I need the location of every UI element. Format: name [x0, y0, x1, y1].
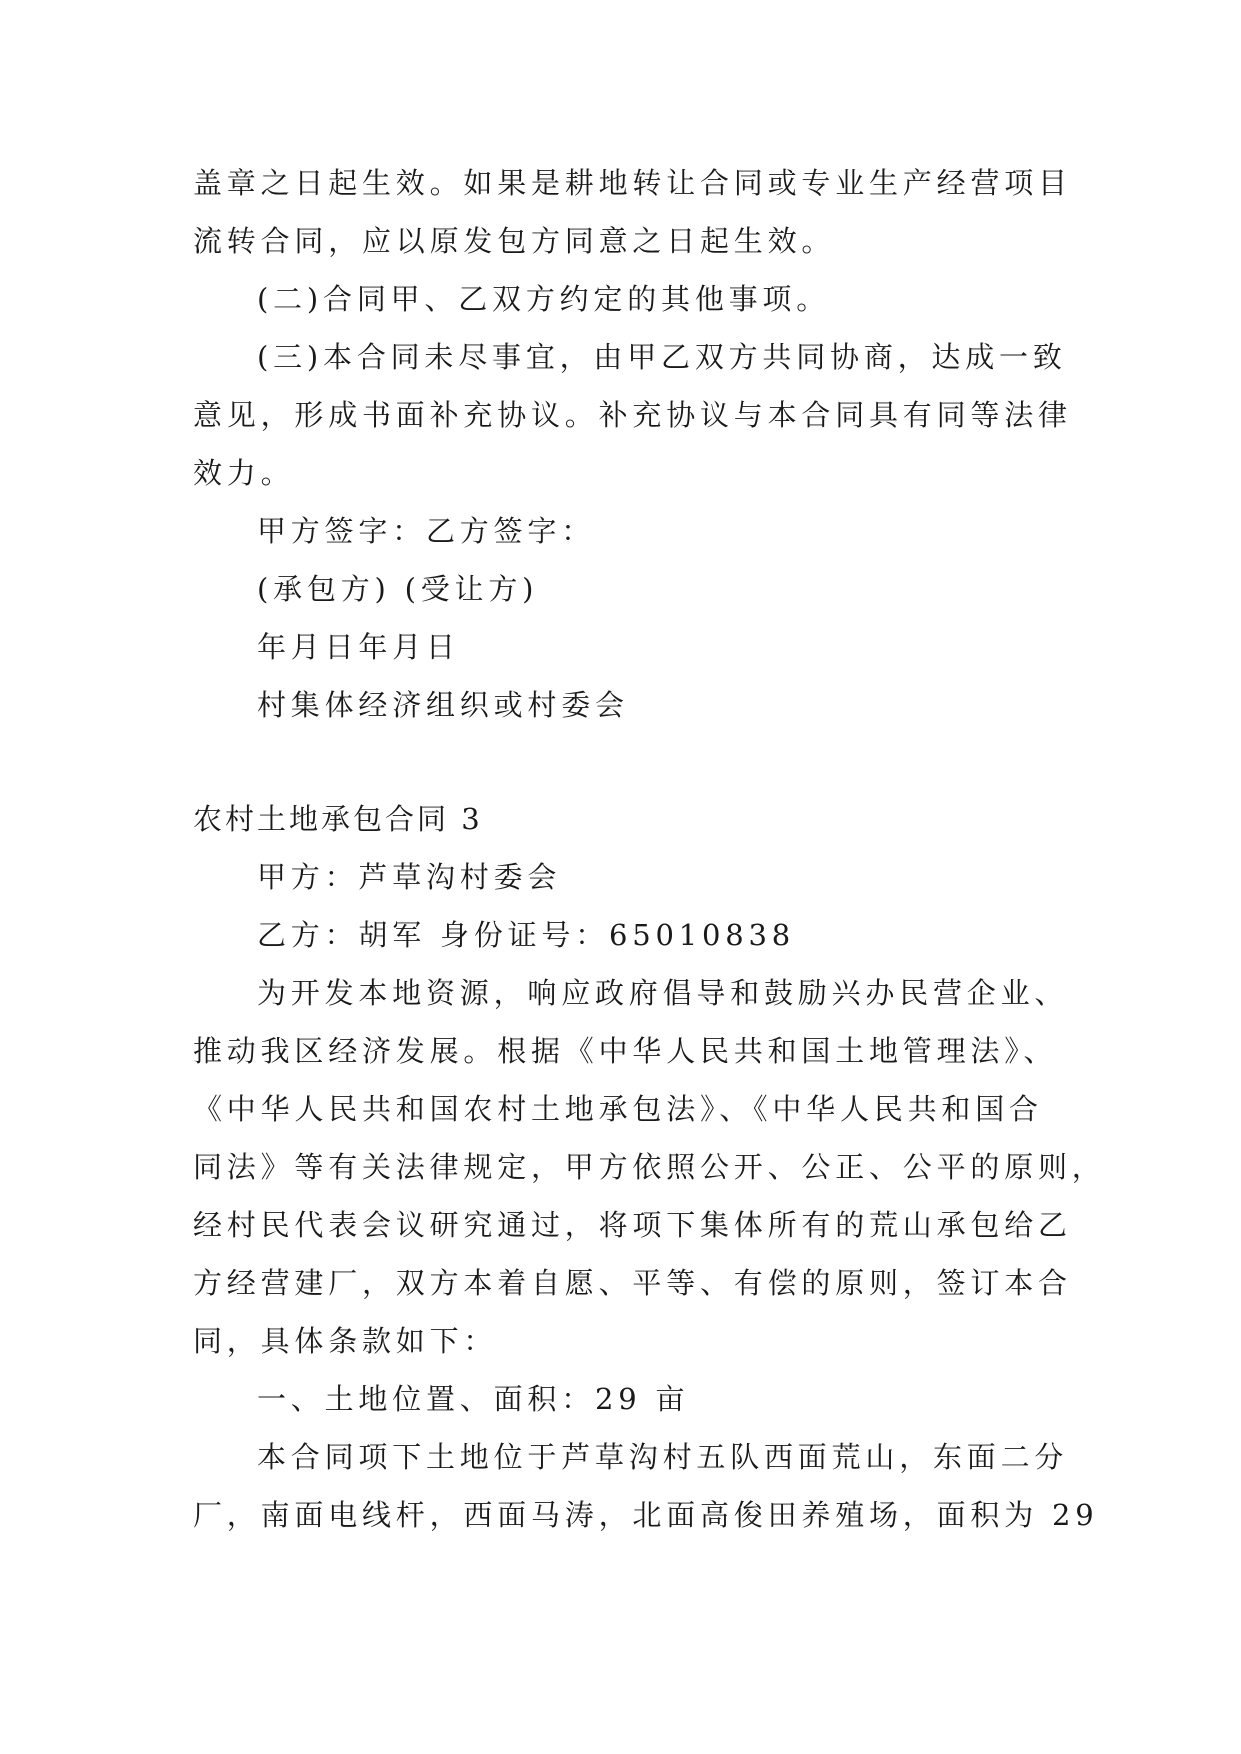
signature-line: 甲方签字：乙方签字： [257, 514, 596, 548]
party-a: 甲方：芦草沟村委会 [257, 860, 562, 894]
document-page [193, 154, 1106, 1544]
signature-roles: (承包方) (受让方) [257, 572, 539, 606]
paragraph-line: 本合同项下土地位于芦草沟村五队西面荒山，东面二分 [257, 1440, 1069, 1474]
paragraph-line: 为开发本地资源，响应政府倡导和鼓励兴办民营企业、 [257, 976, 1069, 1010]
paragraph-line: 效力。 [193, 456, 295, 490]
paragraph-line: 《中华人民共和国农村土地承包法》、《中华人民共和国合 [193, 1092, 1043, 1126]
paragraph-line: 流转合同，应以原发包方同意之日起生效。 [193, 224, 836, 258]
party-b: 乙方：胡军 身份证号：65010838 [257, 918, 796, 952]
clause-1-heading: 一、土地位置、面积：29 亩 [257, 1382, 690, 1416]
paragraph-line: 意见，形成书面补充协议。补充协议与本合同具有同等法律 [193, 398, 1072, 432]
paragraph-line: 盖章之日起生效。如果是耕地转让合同或专业生产经营项目 [193, 166, 1072, 200]
clause-2: (二)合同甲、乙双方约定的其他事项。 [257, 282, 831, 316]
paragraph-line: 方经营建厂，双方本着自愿、平等、有偿的原则，签订本合 [193, 1266, 1072, 1300]
paragraph-line: 厂，南面电线杆，西面马涛，北面高俊田养殖场，面积为 29 [193, 1498, 1099, 1532]
paragraph-line: 经村民代表会议研究通过，将项下集体所有的荒山承包给乙 [193, 1208, 1072, 1242]
clause-3: (三)本合同未尽事宜，由甲乙双方共同协商，达成一致 [257, 340, 1067, 374]
section-gap [193, 734, 1063, 790]
paragraph-line: 同，具体条款如下： [193, 1324, 498, 1358]
village-committee: 村集体经济组织或村委会 [257, 688, 629, 722]
signature-date: 年月日年月日 [257, 630, 460, 664]
paragraph-line: 推动我区经济发展。根据《中华人民共和国土地管理法》、 [193, 1034, 1058, 1068]
paragraph-line: 同法》等有关法律规定，甲方依照公开、公正、公平的原则， [193, 1150, 1106, 1184]
section-title: 农村土地承包合同 3 [193, 802, 483, 836]
